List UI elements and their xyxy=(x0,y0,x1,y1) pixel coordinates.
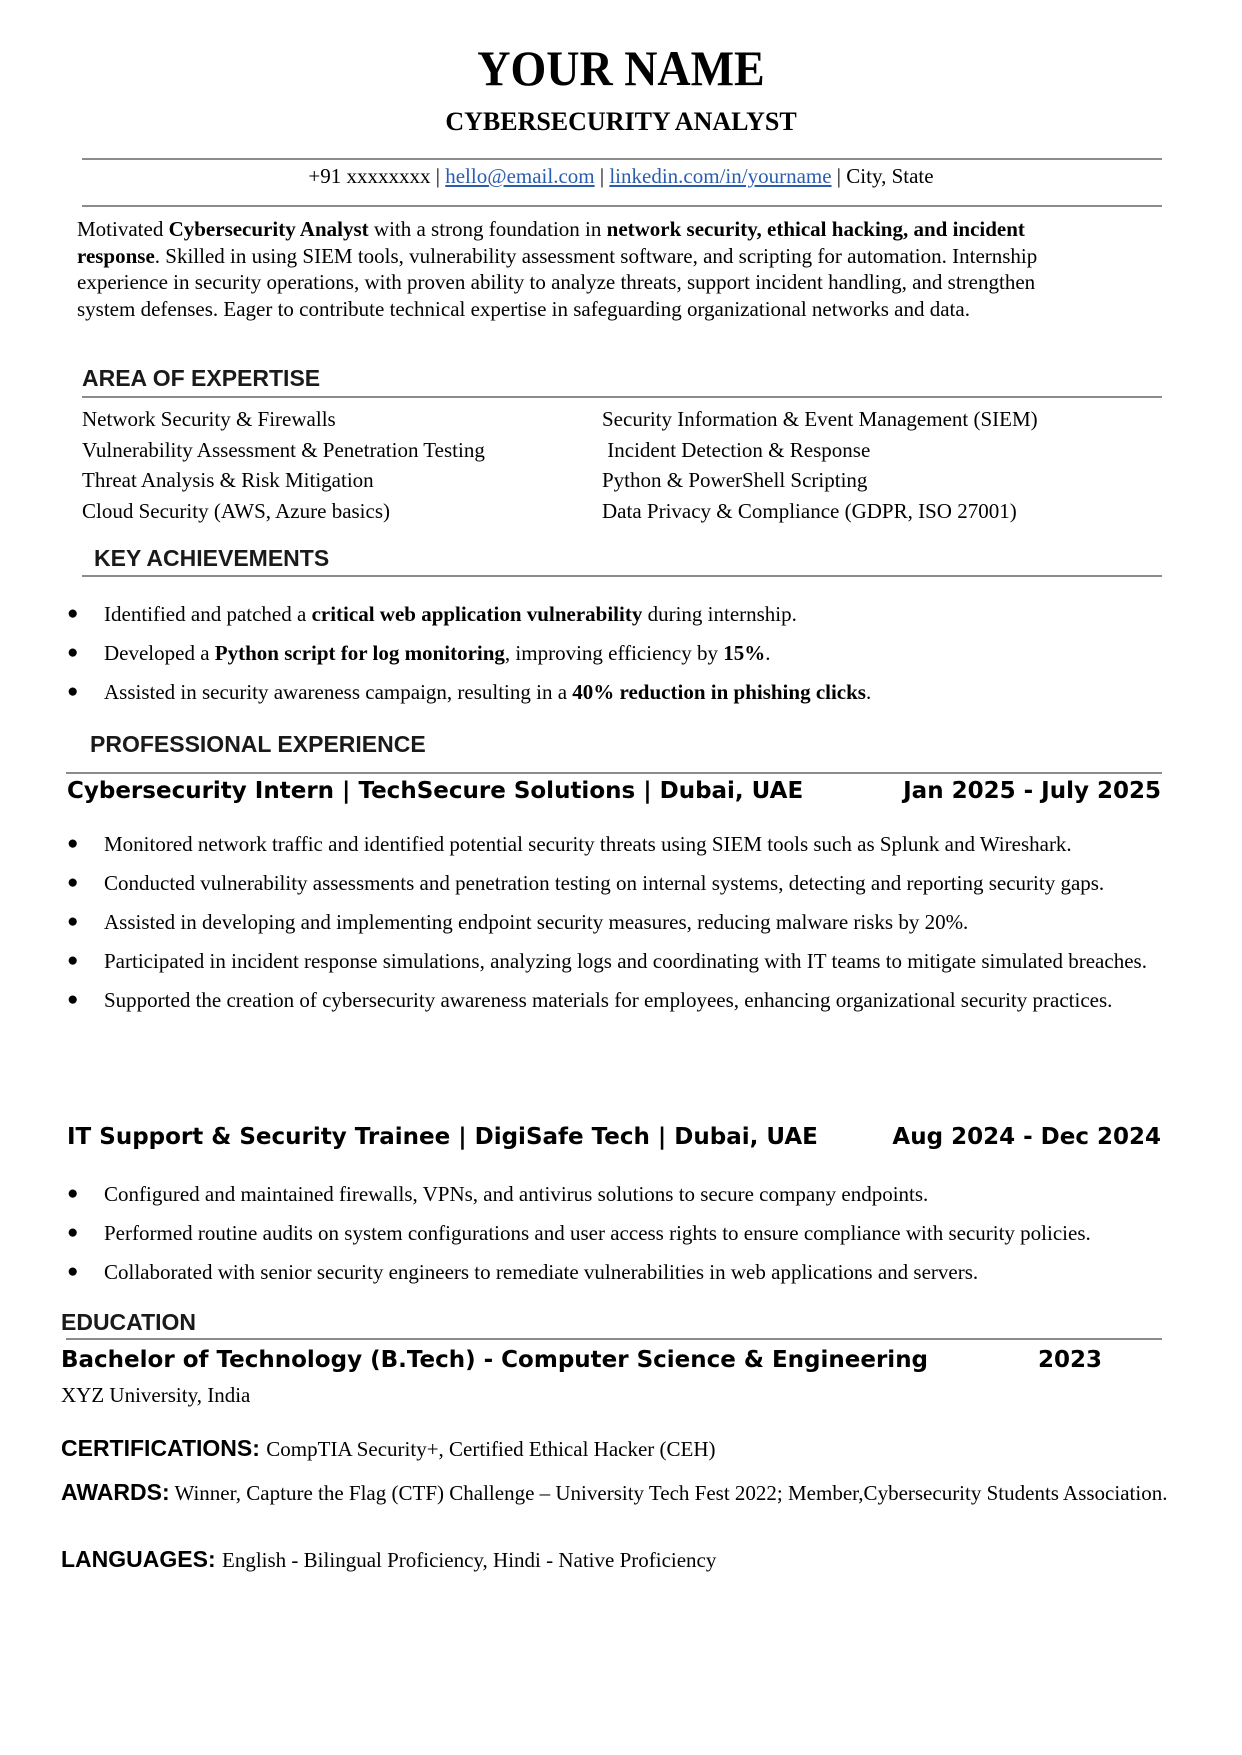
bullet-icon: ● xyxy=(67,1222,79,1243)
responsibility-text: Participated in incident response simulations, analyzing logs and coordinating with IT teams to mitigate simulated breaches. xyxy=(104,949,1147,973)
bullet-item xyxy=(62,1259,1192,1285)
languages-label: LANGUAGES xyxy=(61,1546,208,1572)
responsibility-text: Configured and maintained firewalls, VPNs, and antivirus solutions to secure company endpoints. xyxy=(104,1182,929,1206)
phone-number: +91 xxxxxxxx xyxy=(308,164,431,188)
education-heading: EDUCATION xyxy=(61,1309,197,1335)
emphasis-text: 40% reduction in phishing clicks xyxy=(572,680,866,704)
job-header xyxy=(67,776,1161,806)
text-run: Identified and patched a xyxy=(104,602,312,626)
expertise-heading: AREA OF EXPERTISE xyxy=(82,365,321,391)
expertise-row xyxy=(82,404,1162,435)
expertise-item: Network Security & Firewalls xyxy=(82,407,336,431)
separator: | xyxy=(831,164,847,188)
bullet-item xyxy=(62,1181,1192,1207)
job-dates: Jan 2025 - July 2025 xyxy=(903,778,1161,804)
job-title-company: Cybersecurity Intern | TechSecure Solutions | Dubai, UAE xyxy=(67,778,804,804)
degree-header xyxy=(61,1345,1102,1375)
expertise-list xyxy=(82,404,1162,526)
bullet-item xyxy=(62,909,1192,935)
bullet-icon: ● xyxy=(67,681,79,702)
experience-heading: PROFESSIONAL EXPERIENCE xyxy=(90,731,426,757)
job-title: CYBERSECURITY ANALYST xyxy=(445,107,797,136)
bullet-item xyxy=(62,601,1192,627)
header-top-divider xyxy=(82,158,1162,160)
languages-line xyxy=(61,1545,1181,1574)
text-run: . xyxy=(765,641,771,665)
expertise-item: Vulnerability Assessment & Penetration Testing xyxy=(82,437,485,462)
expertise-row xyxy=(82,496,1162,527)
certifications-text: CompTIA Security+, Certified Ethical Hacker (CEH) xyxy=(266,1437,716,1461)
text-run: . xyxy=(865,680,872,704)
job-dates: Aug 2024 - Dec 2024 xyxy=(892,1124,1161,1150)
responsibility-text: Collaborated with senior security engineers to remediate vulnerabilities in web applications and servers. xyxy=(104,1260,979,1284)
expertise-row xyxy=(82,465,1162,496)
emphasis-text: critical web application vulnerability xyxy=(311,602,643,626)
responsibility-text: Monitored network traffic and identified potential security threats using SIEM tools such as Splunk and Wireshark. xyxy=(104,832,1072,856)
text-run: . Skilled in using SIEM tools, vulnerability assessment software, and scripting for automation. Internship experience in security operations, with proven ability to analyze threats, support incident handling, and strengthen system defenses. Eager to contribute technical expertise in safeguarding organizational networks and data. xyxy=(77,243,1038,321)
bullet-item xyxy=(62,831,1192,857)
text-run: Motivated xyxy=(77,217,169,241)
professional-summary xyxy=(77,216,1067,322)
bullet-item xyxy=(62,870,1192,896)
bullet-icon: ● xyxy=(67,1261,79,1282)
responsibility-text: Performed routine audits on system configurations and user access rights to ensure compliance with security policies. xyxy=(104,1221,1091,1245)
bullet-icon: ● xyxy=(67,989,79,1010)
emphasis-text: Python script for log monitoring xyxy=(214,641,505,665)
responsibility-text: Supported the creation of cybersecurity awareness materials for employees, enhancing organizational security practices. xyxy=(104,988,1113,1012)
expertise-item: Security Information & Event Management (SIEM) xyxy=(602,407,1038,431)
achievements-list xyxy=(62,601,1192,718)
expertise-item: Incident Detection & Response xyxy=(602,437,871,462)
bullet-icon: ● xyxy=(67,911,79,932)
certifications-label: CERTIFICATIONS xyxy=(61,1435,253,1461)
bullet-icon: ● xyxy=(67,1183,79,1204)
text-run: Assisted in security awareness campaign, resulting in a xyxy=(104,680,573,704)
location: City, State xyxy=(846,164,934,188)
bullet-icon: ● xyxy=(67,603,79,624)
linkedin-link[interactable]: linkedin.com/in/yourname xyxy=(609,164,832,188)
awards-text: Winner, Capture the Flag (CTF) Challenge – University Tech Fest 2022; Member,Cybersecurity Students Association. xyxy=(169,1481,1168,1505)
contact-line xyxy=(0,162,1242,190)
header-bottom-divider xyxy=(82,205,1162,207)
certifications-line xyxy=(61,1434,1181,1463)
responsibility-text: Conducted vulnerability assessments and penetration testing on internal systems, detecting and reporting security gaps. xyxy=(104,871,1105,895)
bullet-icon: ● xyxy=(67,833,79,854)
text-run: , improving efficiency by xyxy=(504,641,724,665)
awards-line xyxy=(61,1479,1181,1507)
expertise-row xyxy=(82,435,1162,466)
separator: | xyxy=(430,164,446,188)
awards-label: AWARDS: xyxy=(61,1479,170,1505)
email-link[interactable]: hello@email.com xyxy=(445,164,595,188)
school-name: XYZ University, India xyxy=(61,1383,251,1407)
degree-name: Bachelor of Technology (B.Tech) - Computer Science & Engineering xyxy=(61,1347,929,1373)
text-run: Developed a xyxy=(104,641,215,665)
expertise-divider xyxy=(82,396,1162,398)
bullet-item xyxy=(62,1220,1192,1246)
emphasis-text: 15% xyxy=(723,641,766,665)
achievement-text xyxy=(104,680,871,704)
achievement-text xyxy=(104,641,770,665)
education-divider xyxy=(66,1338,1162,1340)
bullet-icon: ● xyxy=(67,642,79,663)
expertise-item: Threat Analysis & Risk Mitigation xyxy=(82,468,374,492)
languages-text: English - Bilingual Proficiency, Hindi - Native Proficiency xyxy=(222,1548,717,1572)
achievements-divider xyxy=(82,575,1162,577)
graduation-year: 2023 xyxy=(1037,1347,1102,1373)
achievement-text xyxy=(104,602,797,626)
separator: | xyxy=(594,164,610,188)
colon: : xyxy=(252,1435,267,1461)
text-run: with a strong foundation in xyxy=(368,217,607,241)
responsibility-text: Assisted in developing and implementing endpoint security measures, reducing malware risks by 20%. xyxy=(104,910,969,934)
experience-divider xyxy=(66,772,1162,774)
emphasis-text: Cybersecurity Analyst xyxy=(168,217,369,241)
bullet-item xyxy=(62,679,1192,705)
bullet-item xyxy=(62,987,1192,1013)
candidate-name: YOUR NAME xyxy=(477,40,765,96)
colon: : xyxy=(207,1546,223,1572)
emphasis-text: network security, ethical hacking, and incident response xyxy=(77,217,1025,268)
expertise-item: Cloud Security (AWS, Azure basics) xyxy=(82,498,391,523)
expertise-item: Data Privacy & Compliance (GDPR, ISO 27001) xyxy=(602,498,1017,523)
bullet-item xyxy=(62,948,1192,974)
text-run: during internship. xyxy=(642,602,797,626)
job-title-company: IT Support & Security Trainee | DigiSafe Tech | Dubai, UAE xyxy=(67,1124,818,1150)
bullet-item xyxy=(62,640,1192,666)
achievements-heading: KEY ACHIEVEMENTS xyxy=(94,545,330,571)
expertise-item: Python & PowerShell Scripting xyxy=(602,468,868,492)
bullet-icon: ● xyxy=(67,950,79,971)
job-bullets xyxy=(62,831,1192,1026)
job-header xyxy=(67,1122,1161,1152)
bullet-icon: ● xyxy=(67,872,79,893)
job-bullets xyxy=(62,1181,1192,1298)
